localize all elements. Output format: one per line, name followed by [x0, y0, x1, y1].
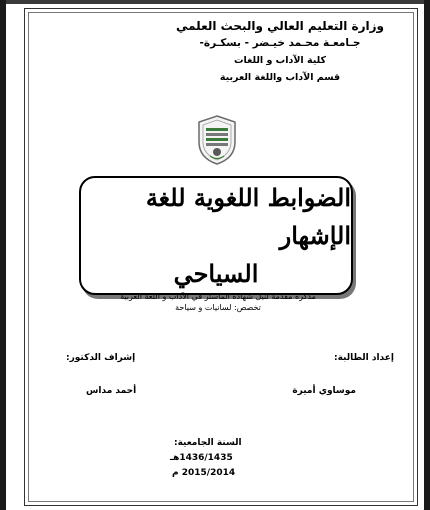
university-name: جـامعـة محـمد خيـضر - بسكـرة-: [199, 37, 361, 49]
memo-specialty-line: تخصص: لسانيات و سياحة: [175, 303, 261, 312]
memo-degree-line: مذكرة مقدمة لنيل شهادة الماستر في الآداب و اللغة العربية: [120, 292, 316, 301]
thesis-title-line1: الضوابط اللغوية للغة الإشهار: [145, 182, 351, 250]
thesis-title-box: [79, 176, 353, 295]
document-page: [6, 4, 424, 510]
academic-year-gregorian: 2015/2014 م: [172, 468, 236, 478]
supervisor-name: أحمد مداس: [86, 386, 137, 396]
academic-year-label: السنة الجامعية:: [174, 438, 242, 448]
academic-year-hijri: 1436/1435هـ: [170, 453, 233, 463]
university-emblem-icon: [196, 114, 238, 166]
student-label: إعداد الطالبة:: [334, 353, 394, 363]
thesis-title-line2: السياحي: [173, 258, 259, 288]
department-name: قسم الآداب واللغة العربية: [219, 72, 341, 83]
viewer-right-edge: [424, 0, 430, 510]
faculty-name: كلية الآداب و اللغات: [233, 55, 327, 66]
institution-header: [170, 18, 390, 86]
student-name: موساوي أميرة: [292, 386, 356, 396]
memo-description: [68, 291, 368, 313]
ministry-name: وزارة التعليم العالي والبحث العلمي: [175, 19, 385, 33]
supervisor-label: إشراف الدكتور:: [66, 353, 136, 363]
